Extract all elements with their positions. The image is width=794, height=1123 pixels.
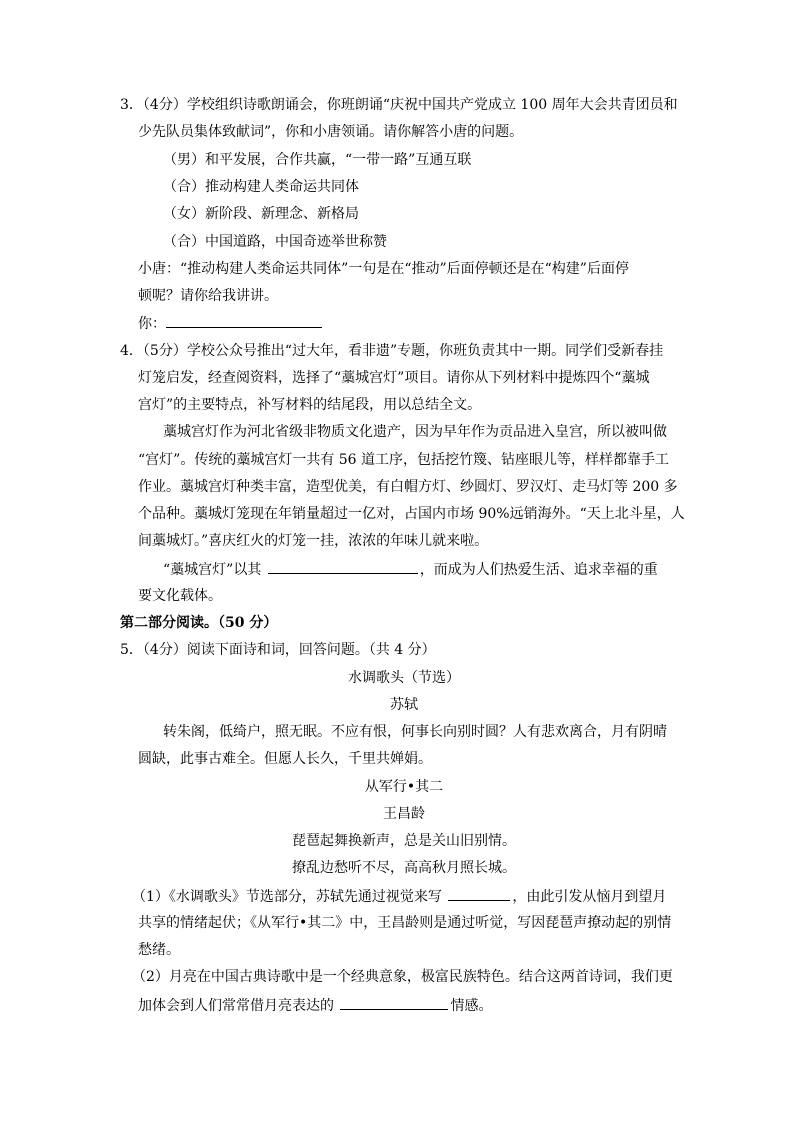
poem2-line-2: 撩乱边愁听不尽，高高秋月照长城。 [292,860,516,876]
q3-recital-line-1: （男）和平发展，合作共赢，“一带一路”互通互联 [163,152,472,168]
q3-header-cont: 少先队员集体致献词”，你和小唐领诵。请你解答小唐的问题。 [138,124,524,140]
q4-material-line-4: 个品种。藁城灯笼现在年销量超过一亿对，占国内市场 90%远销海外。“天上北斗星，人 [138,506,685,522]
q3-header: 3．（4分）学校组织诗歌朗诵会，你班朗诵“庆祝中国共产党成立 100 周年大会共青团员和 [120,97,678,113]
q3-xiaotang-question: 小唐：“推动构建人类命运共同体”一句是在“推动”后面停顿还是在“构建”后面停 [138,261,629,277]
q4-ending-blank[interactable] [268,559,418,574]
q4-header-cont-2: 宫灯”的主要特点，补写材料的结尾段，用以总结全文。 [138,397,482,413]
poem2-title: 从军行•其二 [364,779,444,795]
q3-xiaotang-question-cont: 顿呢？请你给我讲讲。 [138,288,278,304]
q5-sub1-cont-1: 共享的情绪起伏；《从军行•其二》中，王昌龄则是通过听觉，写因琵琶声撩动起的别情 [138,915,672,931]
q4-header: 4．（5分）学校公众号推出“过大年，看非遗”专题，你班负责其中一期。同学们受新春挂 [120,343,664,359]
poem2-line-1: 琵琶起舞换新声，总是关山旧别情。 [292,833,516,849]
q4-material-line-3: 作业。藁城宫灯种类丰富，造型优美，有白帽方灯、纱圆灯、罗汉灯、走马灯等 200 多 [138,479,678,495]
q3-answer-blank[interactable] [166,313,322,328]
q4-ending-cont: 要文化载体。 [138,588,222,604]
q4-material-line-5: 间藁城灯。”喜庆红火的灯笼一挂，浓浓的年味儿就来啦。 [138,533,489,549]
poem1-author: 苏轼 [390,697,418,713]
poem2-author: 王昌龄 [383,806,425,822]
q4-ending-suffix: ，而成为人们热爱生活、追求幸福的重 [419,562,658,578]
q5-sub2-prefix: 加体会到人们常常借月亮表达的 [138,998,334,1014]
q3-answer-label: 你： [138,316,166,332]
q4-ending-prefix: “藁城宫灯”以其 [163,562,262,578]
part2-heading: 第二部分阅读。（50 分） [120,615,278,631]
q4-material-line-1: 藁城宫灯作为河北省级非物质文化遗产，因为早年作为贡品进入皇宫，所以被叫做 [163,424,667,440]
q5-sub1-row [132,886,666,906]
q4-header-cont-1: 灯笼启发，经查阅资料，选择了“藁城宫灯”项目。请你从下列材料中提炼四个“藁城 [138,370,650,386]
poem1-line-1: 转朱阁，低绮户，照无眠。不应有恨，何事长向别时圆？人有悲欢离合，月有阴晴 [163,724,667,740]
q5-sub2-blank[interactable] [340,995,448,1010]
q5-sub1-suffix: ，由此引发从恼月到望月 [512,889,667,905]
q3-answer-row [138,313,322,333]
poem1-line-2: 圆缺，此事古难全。但愿人长久，千里共婵娟。 [138,751,432,767]
q5-sub2-row [138,995,492,1015]
q4-material-line-2: “宫灯”。传统的藁城宫灯一共有 56 道工序，包括挖竹篾、钻座眼儿等，样样都靠手工 [138,452,670,468]
q5-sub2-line-1: （2）月亮在中国古典诗歌中是一个经典意象，极富民族特色。结合这两首诗词，我们更 [132,969,673,985]
q3-recital-line-3: （女）新阶段、新理念、新格局 [163,206,359,222]
q5-header: 5．（4分）阅读下面诗和词，回答问题。（共 4 分） [120,642,436,658]
q5-sub1-cont-2: 愁绪。 [138,942,180,958]
q4-ending-row [163,559,658,579]
q5-sub1-blank[interactable] [448,886,510,901]
poem1-title: 水调歌头（节选） [348,670,460,686]
q5-sub2-suffix: 情感。 [450,998,493,1014]
q3-recital-line-2: （合）推动构建人类命运共同体 [163,179,359,195]
q3-recital-line-4: （合）中国道路，中国奇迹举世称赞 [163,234,387,250]
q5-sub1-prefix: （1）《水调歌头》节选部分，苏轼先通过视觉来写 [132,889,442,905]
